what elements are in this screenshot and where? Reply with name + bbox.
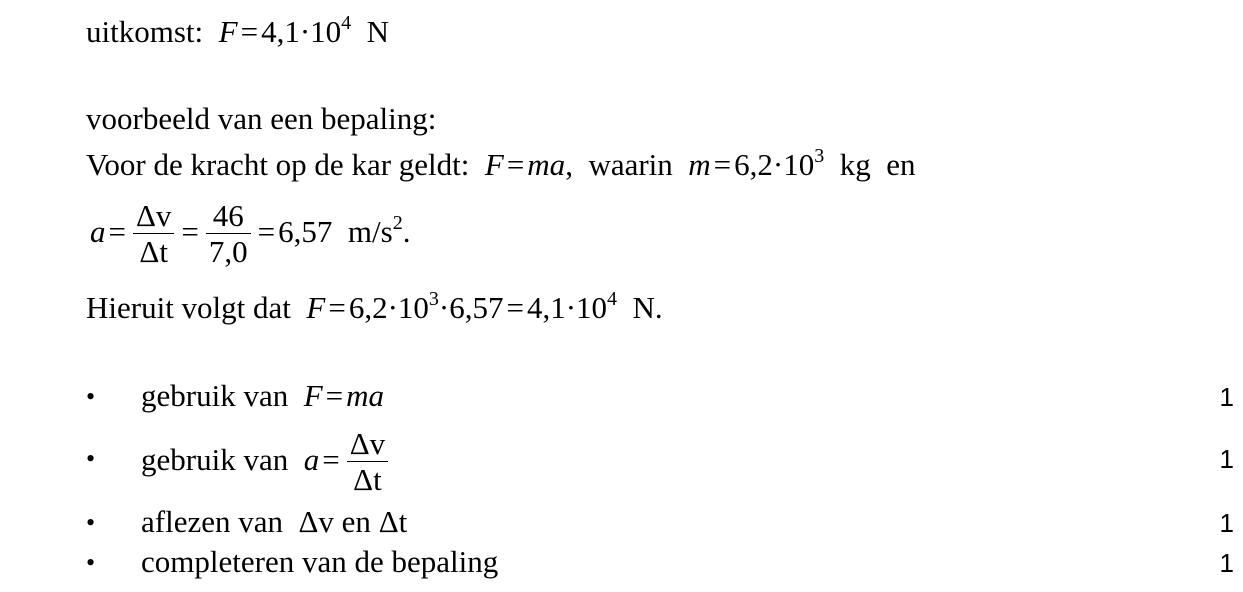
en-word: en [341, 504, 371, 539]
criterion-text: completeren van de bepaling [141, 544, 499, 579]
equals-sign: = [506, 147, 525, 182]
criterion-text [141, 378, 384, 414]
mass-value: 6,2·10 [348, 290, 429, 325]
en-word: en [886, 147, 916, 182]
acceleration-unit: m/s [347, 214, 393, 249]
bullet-icon: • [86, 548, 96, 577]
equals-sign: = [240, 14, 259, 49]
equals-sign: = [328, 290, 346, 325]
equals-sign: = [506, 290, 524, 325]
bullet-icon: • [86, 382, 96, 411]
fraction-denominator: 7,0 [208, 234, 248, 270]
hieruit-line [86, 290, 663, 326]
criterion-text [141, 420, 392, 500]
criterion-label: gebruik van [141, 378, 289, 413]
waarin-word: waarin [588, 147, 673, 182]
force-unit: N. [632, 290, 663, 325]
force-unit: N [366, 14, 390, 49]
hieruit-prefix: Hieruit volgt dat [86, 290, 291, 325]
kracht-prefix: Voor de kracht op de kar geldt: [86, 147, 470, 182]
criterion-label: aflezen van [141, 504, 283, 539]
delta-v: Δv [298, 504, 334, 539]
acceleration-result: 6,57 [278, 214, 333, 249]
mass-value: 6,2·10 [734, 147, 815, 182]
mass-exponent: 3 [814, 145, 825, 167]
equals-sign: = [322, 442, 340, 477]
bullet-icon: • [86, 508, 96, 537]
equals-sign: = [713, 147, 732, 182]
comma: , [565, 147, 573, 182]
criterion-text [141, 504, 407, 540]
acceleration-unit-exponent: 2 [392, 212, 403, 234]
equals-sign: = [325, 378, 344, 413]
acceleration-line [86, 192, 410, 272]
mass-symbol: m [688, 147, 711, 182]
criterion-label: gebruik van [141, 442, 289, 477]
force-symbol: F [306, 290, 326, 325]
force-exponent: 4 [607, 288, 618, 310]
acceleration-symbol: a [303, 442, 320, 477]
force-exponent: 4 [341, 12, 352, 34]
force-mantissa: 4,1·10 [526, 290, 608, 325]
uitkomst-line [86, 14, 389, 50]
dv-over-dt-fraction [347, 427, 388, 498]
fraction-numerator: 46 [212, 198, 244, 234]
uitkomst-label: uitkomst: [86, 14, 204, 49]
delta-t: Δt [378, 504, 408, 539]
kracht-line [86, 147, 916, 183]
delta-v: Δv [349, 426, 386, 462]
voorbeeld-heading [86, 101, 436, 137]
force-symbol: F [218, 14, 238, 49]
force-symbol: F [484, 147, 504, 182]
score-value: 1 [1219, 444, 1234, 474]
mass-unit: kg [839, 147, 871, 182]
equals-sign: = [181, 214, 199, 249]
force-symbol: F [303, 378, 323, 413]
mass-exponent: 3 [428, 288, 439, 310]
acceleration-factor: ·6,57 [438, 290, 504, 325]
acceleration-symbol: a [90, 214, 106, 249]
mass-acceleration-symbol: ma [527, 147, 566, 182]
mass-acceleration-symbol: ma [346, 378, 385, 413]
equals-sign: = [257, 214, 276, 249]
numeric-fraction [206, 199, 251, 270]
score-value: 1 [1219, 382, 1234, 412]
delta-t: Δt [353, 462, 382, 498]
force-mantissa: 4,1·10 [261, 14, 342, 49]
bullet-icon: • [86, 444, 96, 473]
delta-t: Δt [139, 234, 168, 270]
score-value: 1 [1219, 548, 1234, 578]
score-value: 1 [1219, 508, 1234, 538]
equals-sign: = [108, 214, 126, 249]
dv-over-dt-fraction [133, 199, 174, 270]
voorbeeld-heading-text: voorbeeld van een bepaling: [86, 101, 437, 136]
delta-v: Δv [135, 198, 172, 234]
period: . [402, 214, 411, 249]
